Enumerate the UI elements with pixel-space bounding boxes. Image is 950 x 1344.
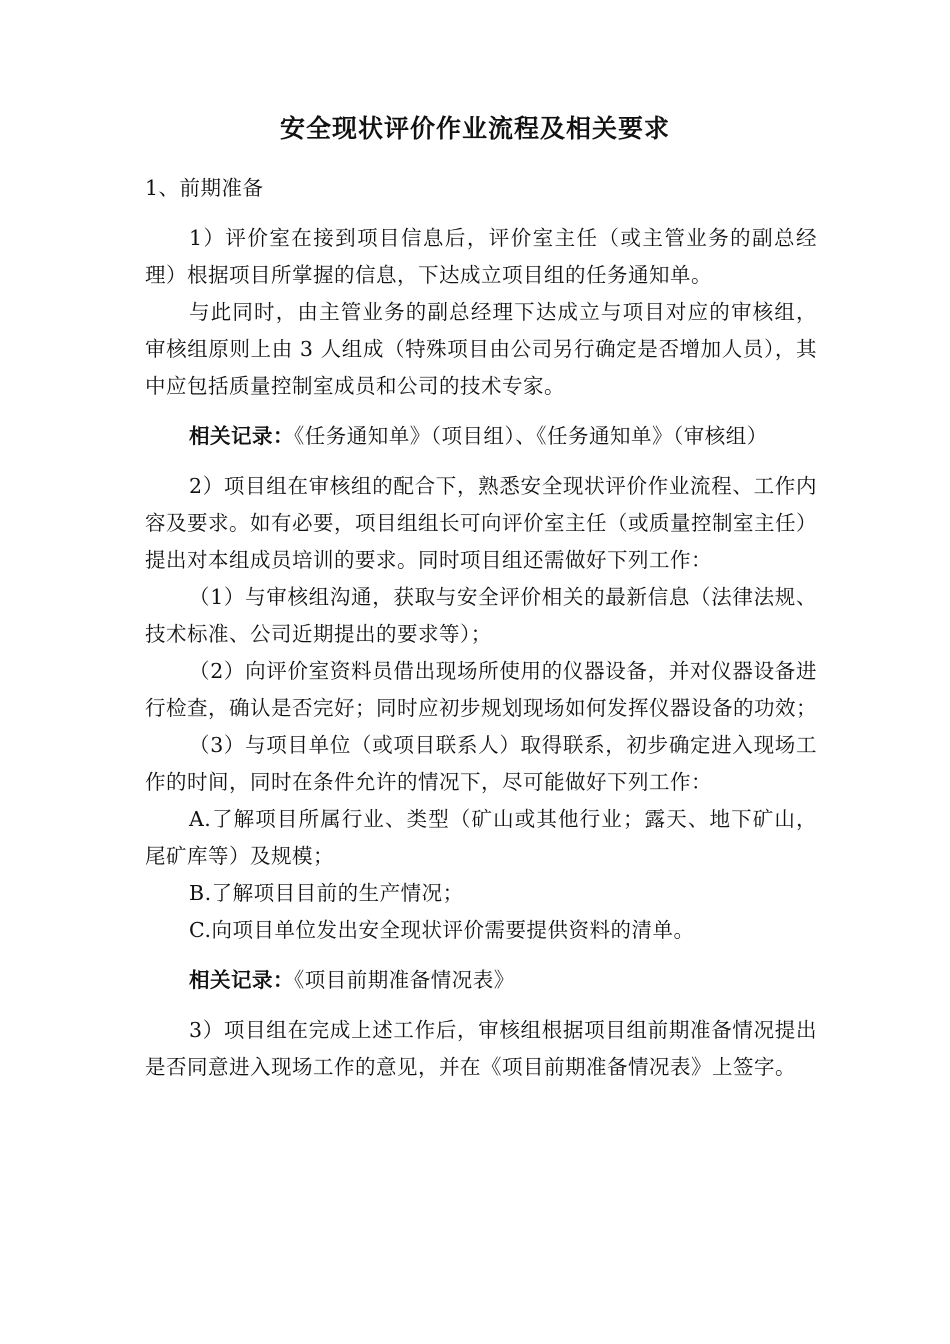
section-heading: 1、前期准备 — [145, 176, 264, 200]
record-label-1: 相关记录： — [189, 424, 294, 448]
document-title: 安全现状评价作业流程及相关要求 — [279, 114, 670, 143]
paragraph-1: 1）评价室在接到项目信息后，评价室主任（或主管业务的副总经理）根据项目所掌握的信息，下达成立项目组的任务通知单。 — [145, 226, 817, 287]
record-text-2: 《项目前期准备情况表》 — [294, 968, 515, 992]
record-text-1: 《任务通知单》（项目组）、《任务通知单》（审核组） — [294, 424, 768, 448]
document-body — [145, 170, 817, 1086]
list-item-2: （2）向评价室资料员借出现场所使用的仪器设备，并对仪器设备进行检查，确认是否完好；同时应初步规划现场如何发挥仪器设备的功效； — [145, 659, 817, 720]
paragraph-2: 与此同时，由主管业务的副总经理下达成立与项目对应的审核组，审核组原则上由 3 人组成（特殊项目由公司另行确定是否增加人员），其中应包括质量控制室成员和公司的技术专家。 — [145, 300, 817, 398]
paragraph-3: 2）项目组在审核组的配合下，熟悉安全现状评价作业流程、工作内容及要求。如有必要，项目组组长可向评价室主任（或质量控制室主任）提出对本组成员培训的要求。同时项目组还需做好下列工作： — [145, 474, 817, 572]
sub-item-b: B.了解项目目前的生产情况； — [189, 881, 464, 905]
record-label-2: 相关记录： — [189, 968, 294, 992]
record-line-2 — [145, 962, 817, 999]
list-item-1: （1）与审核组沟通，获取与安全评价相关的最新信息（法律法规、技术标准、公司近期提出的要求等）； — [145, 585, 817, 646]
sub-item-a: A.了解项目所属行业、类型（矿山或其他行业；露天、地下矿山，尾矿库等）及规模； — [145, 807, 817, 868]
sub-item-c: C.向项目单位发出安全现状评价需要提供资料的清单。 — [189, 918, 695, 942]
record-line-1 — [145, 418, 817, 455]
paragraph-4: 3）项目组在完成上述工作后，审核组根据项目组前期准备情况提出是否同意进入现场工作的意见，并在《项目前期准备情况表》上签字。 — [145, 1018, 817, 1079]
list-item-3: （3）与项目单位（或项目联系人）取得联系，初步确定进入现场工作的时间，同时在条件允许的情况下，尽可能做好下列工作： — [145, 733, 817, 794]
